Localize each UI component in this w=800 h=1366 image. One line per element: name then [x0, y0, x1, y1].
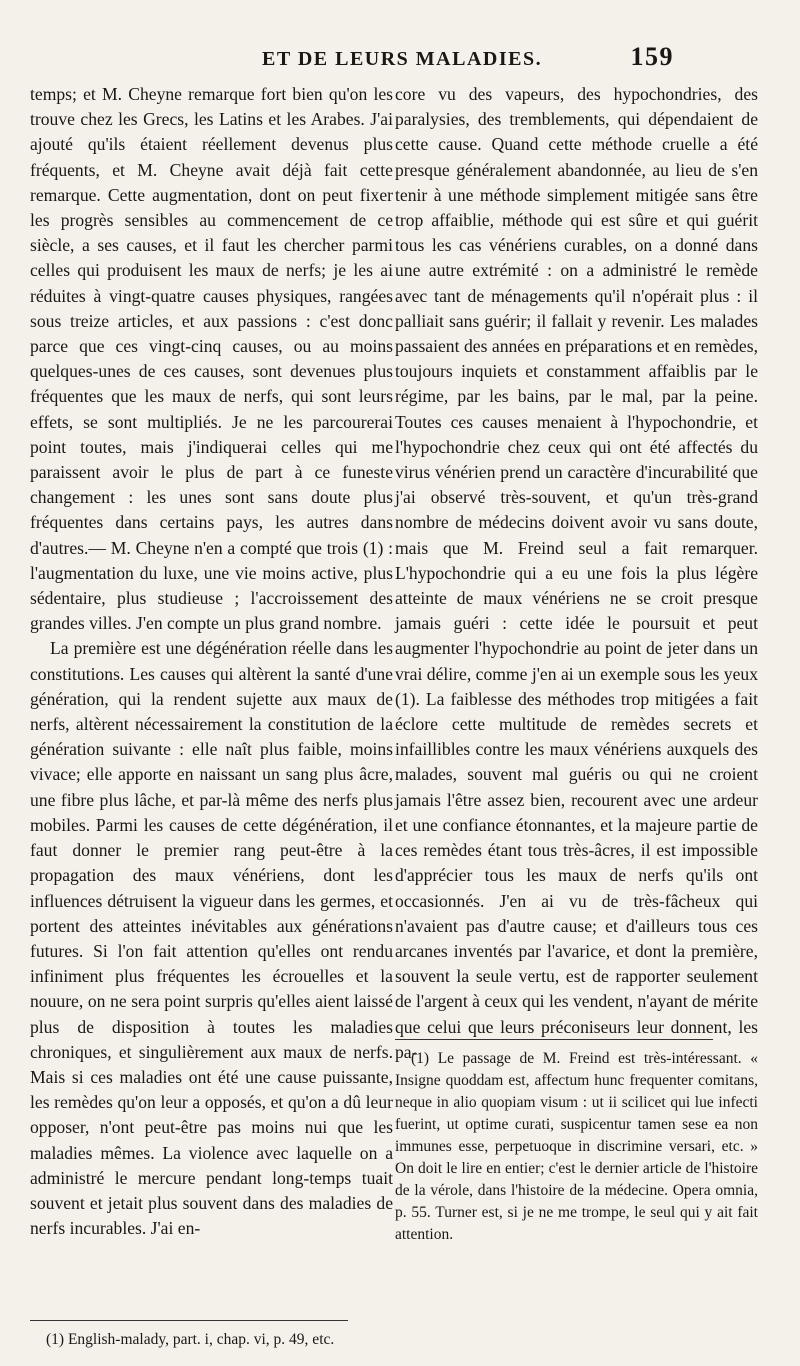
- running-title: ET DE LEURS MALADIES.: [262, 48, 543, 70]
- footnote-block: [30, 1329, 393, 1351]
- footnote-text: (1) English-malady, part. i, chap. vi, p. 49, etc.: [46, 1331, 335, 1348]
- page-header: [262, 42, 672, 78]
- page-number: 159: [630, 42, 674, 71]
- right-column: [395, 82, 758, 1246]
- footnote-block: [395, 1048, 758, 1246]
- body-paragraph: temps; et M. Cheyne remarque fort bien qu'on les trouve chez les Grecs, les Latins et les Arabes. J'ai ajouté qu'ils étaient réellement devenus plus fréquents, et M. Cheyne avait déjà fait cette remarque. Cette augmentation, dont on peut fixer les progrès sensibles au commencement de ce siècle, a ses causes, et il faut les chercher parmi celles qui produisent les maux de nerfs; je les ai réduites à vingt-quatre causes physiques, rangées sous treize articles, et aux passions : c'est donc parce que ces vingt-cinq causes, ou au moins quelques-unes de ces causes, sont devenues plus fréquentes que les maux de nerfs, qui sont leurs effets, se sont multipliés. Je ne les parcourerai point toutes, mais j'indiquerai celles qui me paraissent avoir le plus de part à ce funeste changement : les unes sont sans doute plus fréquentes dans certains pays, les autres dans d'autres.— M. Cheyne n'en a compté que trois (1) : l'augmentation du luxe, une vie moins active, plus sédentaire, plus studieuse ; l'accroissement des grandes villes. J'en compte un plus grand nombre.: [30, 84, 393, 634]
- body-paragraph: La première est une dégénération réelle dans les constitutions. Les causes qui altèrent la santé d'une génération, qui la rendent sujette aux maux de nerfs, altèrent nécessairement la constitution de la génération suivante : elle naît plus faible, moins vivace; elle apporte en naissant un sang plus âcre, une fibre plus lâche, et par-là même des nerfs plus mobiles. Parmi les causes de cette dégénération, il faut donner le premier rang peut-être à la propagation des maux vénériens, dont les influences détruisent la vigueur dans les germes, et portent des atteintes inévitables aux générations futures. Si l'on fait attention qu'elles ont rendu infiniment plus fréquentes les écrouelles et la nouure, on ne sera point surpris qu'elles aient laissé plus de disposition à toutes les maladies chroniques, et singulièrement aux maux de nerfs. Mais si ces maladies ont été une cause puissante, les remèdes qu'on leur a opposés, et qu'on a dû leur opposer, n'ont peut-être pas moins nui que les maladies mêmes. La violence avec laquelle on a administré le mercure pendant long-temps tuait souvent et jetait plus souvent dans des maladies de nerfs incurables. J'ai en-: [30, 638, 393, 1239]
- right-column-body: [395, 82, 758, 1062]
- footnote-divider: [30, 1320, 348, 1321]
- footnote-text: (1) Le passage de M. Freind est très-intéressant. « Insigne quoddam est, affectum hunc frequenter comitans, neque in alio quopiam visum : ut ii scilicet qui lue infecti fuerint, ut optime curati, suspicentur tamen sese ea non immunes esse, perpetuoque in discrimine versari, etc. » On doit le lire en entier; c'est le dernier article de l'histoire de la vérole, dans l'histoire de la médecine. Opera omnia, p. 55. Turner est, si je ne me trompe, le seul qui y ait fait attention.: [395, 1050, 758, 1243]
- left-column-body: [30, 82, 393, 1308]
- body-paragraph: core vu des vapeurs, des hypochondries, des paralysies, des tremblements, qui dépendaient de cette cause. Quand cette méthode cruelle a été presque généralement abandonnée, au lieu de s'en tenir à une méthode simplement mitigée sans être trop affaiblie, méthode qui est sûre et qui guérit tous les cas vénériens curables, on a donné dans une autre extrémité : on a administré le remède avec tant de ménagements qu'il n'opérait plus : il palliait sans guérir; il fallait y revenir. Les malades passaient des années en préparations et en remèdes, toujours inquiets et constamment affaiblis par le régime, par les bains, par le mal, par la peine. Toutes ces causes menaient à l'hypochondrie, et l'hypochondrie chez ceux qui ont été affectés du virus vénérien prend un caractère d'incurabilité que j'ai observé très-souvent, et qu'un très-grand nombre de médecins doivent avoir vu sans doute, mais que M. Freind seul a fait remarquer. L'hypochondrie qui a eu une fois la plus légère atteinte de maux vénériens ne se croit presque jamais guéri : cette idée le poursuit et peut augmenter l'hypochondrie au point de jeter dans un vrai délire, comme j'en ai un exemple sous les yeux (1). La faiblesse des méthodes trop mitigées a fait éclore cette multitude de remèdes secrets et infaillibles contre les maux vénériens auxquels des malades, souvent mal guéris ou qui ne croient jamais l'être assez bien, recourent avec une ardeur et une confiance étonnantes, et la majeure partie de ces remèdes étant tous très-âcres, il est impossible d'apprécier tous les maux de nerfs qu'ils ont occasionnés. J'en ai vu de très-fâcheux qui n'avaient pas d'autre cause; et d'ailleurs tous ces arcanes inventés par l'avarice, et dont la première, souvent la seule vertu, est de rapporter seulement de l'argent à ceux qui les vendent, n'ayant de mérite que celui que leurs préconiseurs leur donnent, les pa-: [395, 84, 758, 1062]
- left-column: [30, 82, 393, 1351]
